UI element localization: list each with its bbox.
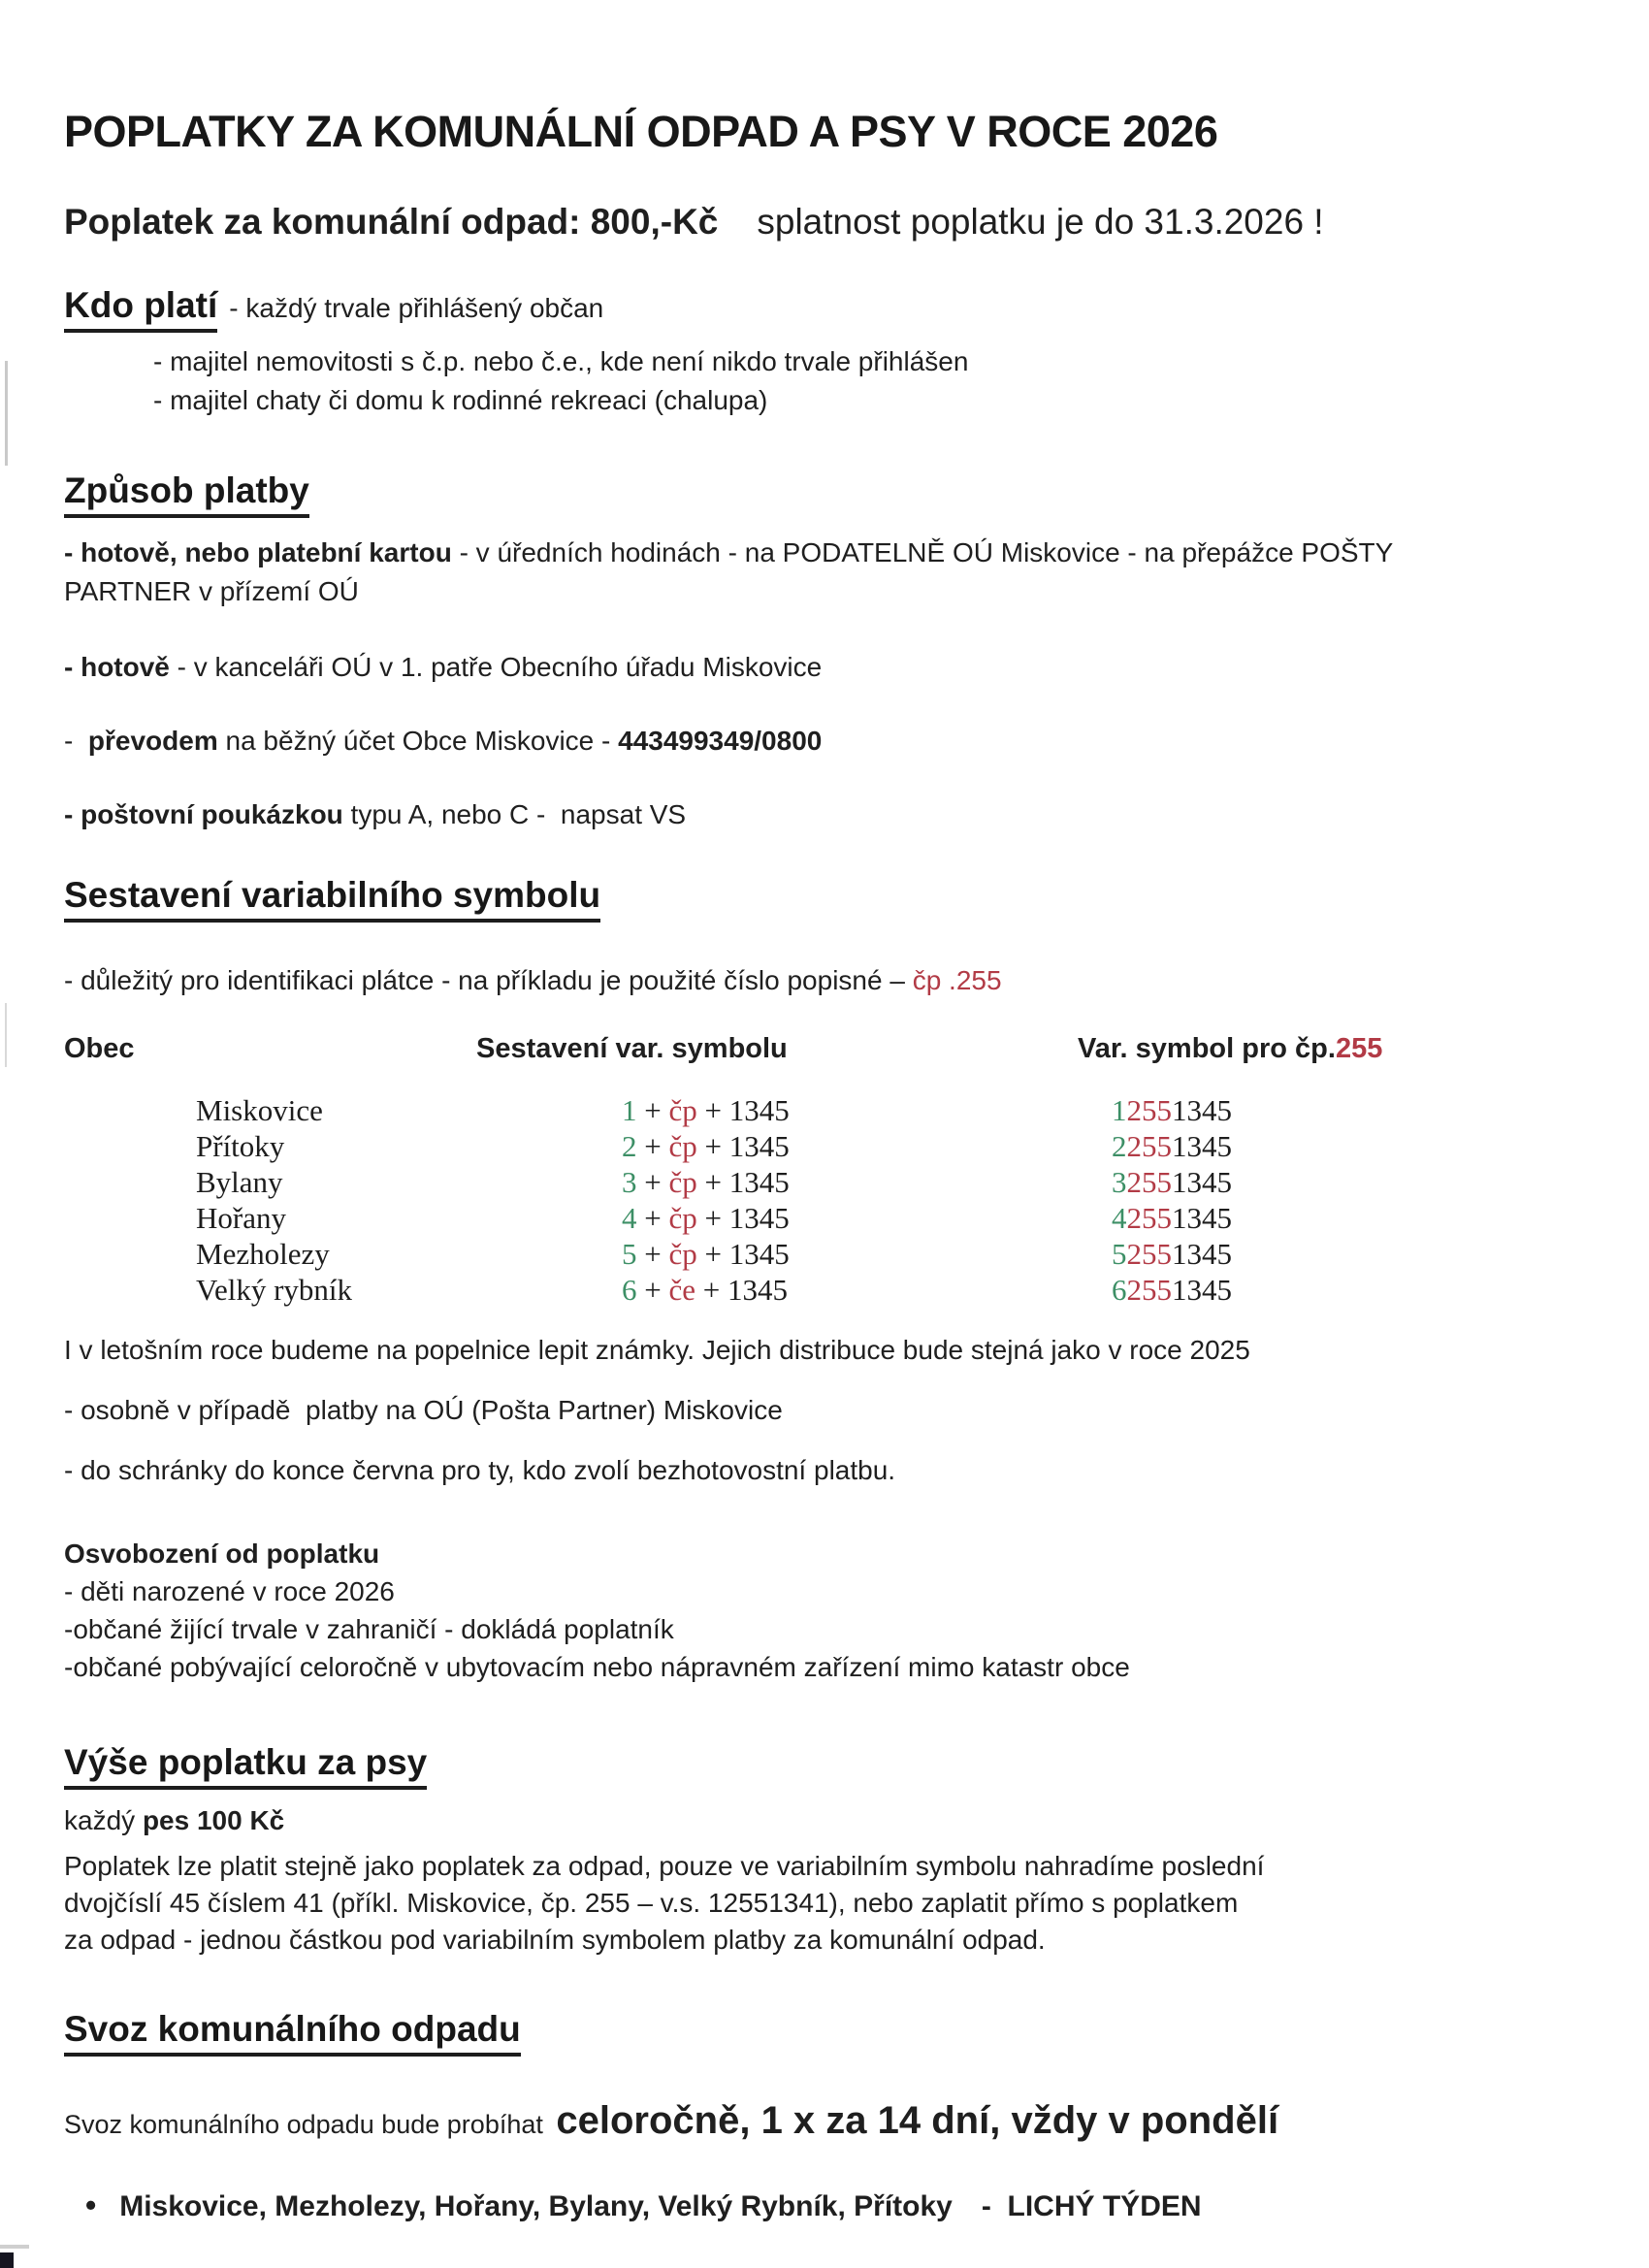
svoz-intro: Svoz komunálního odpadu bude probíhat <box>64 2110 551 2139</box>
symbol-prefix: 6 <box>1112 1273 1127 1307</box>
formula-sep: + <box>696 1093 729 1127</box>
formula-base: 1345 <box>728 1165 790 1199</box>
svoz-week-type: - LICHÝ TÝDEN <box>981 2190 1202 2222</box>
payment-3-rest: na běžný účet Obce Miskovice - <box>217 726 619 756</box>
formula-code: čp <box>668 1237 697 1271</box>
heading-kdo-plati: Kdo platí <box>64 285 217 333</box>
formula-base: 1345 <box>728 1273 788 1307</box>
scan-artifact <box>5 1003 7 1067</box>
row-symbol <box>1112 1200 1232 1236</box>
formula-sep: + <box>695 1273 728 1307</box>
section-znamky <box>64 1335 1494 1486</box>
formula-prefix: 4 <box>622 1201 637 1235</box>
payment-method-card-or-cash <box>64 534 1494 611</box>
scan-artifact <box>0 2245 29 2249</box>
section-svoz <box>64 2009 1494 2223</box>
formula-code: čp <box>668 1129 697 1163</box>
kdo-plati-item-3: - majitel chaty či domu k rodinné rekreaci (chalupa) <box>153 385 768 415</box>
section-zpusob-platby <box>64 470 1494 830</box>
kdo-plati-item-2: - majitel nemovitosti s č.p. nebo č.e., kde není nikdo trvale přihlášen <box>153 346 969 376</box>
symbol-base: 1345 <box>1172 1273 1232 1307</box>
scan-artifact <box>0 2252 14 2268</box>
row-formula <box>622 1128 1112 1164</box>
formula-sep: + <box>636 1093 669 1127</box>
vs-table-rows <box>64 1092 1494 1308</box>
kdo-plati-items <box>64 342 1494 420</box>
payment-1-line2: PARTNER v přízemí OÚ <box>64 576 359 606</box>
vs-col-symbol-number: 255 <box>1335 1033 1383 1064</box>
section-osvobozeni <box>64 1535 1494 1686</box>
svoz-frequency: celoročně, 1 x za 14 dní, vždy v pondělí <box>556 2099 1279 2142</box>
kdo-plati-first-line <box>64 285 1494 333</box>
heading-psy: Výše poplatku za psy <box>64 1742 427 1790</box>
formula-prefix: 3 <box>622 1165 637 1199</box>
heading-sestaveni-vs: Sestavení variabilního symbolu <box>64 875 600 923</box>
heading-osvobozeni: Osvobození od poplatku <box>64 1539 380 1569</box>
symbol-base: 1345 <box>1172 1201 1232 1235</box>
payment-3-dash: - <box>64 726 88 756</box>
table-row <box>64 1272 1494 1308</box>
vs-col-sestaveni: Sestavení var. symbolu <box>476 1033 788 1064</box>
row-obec: Miskovice <box>196 1093 323 1127</box>
formula-prefix: 1 <box>622 1093 637 1127</box>
formula-sep: + <box>636 1237 669 1271</box>
row-formula <box>622 1164 1112 1200</box>
payment-3-lead: převodem <box>87 726 218 756</box>
formula-sep: + <box>636 1273 669 1307</box>
formula-sep: + <box>636 1129 669 1163</box>
formula-code: čp <box>668 1093 697 1127</box>
payment-method-postal-order <box>64 799 1494 830</box>
symbol-prefix: 1 <box>1112 1093 1127 1127</box>
heading-zpusob-platby: Způsob platby <box>64 470 309 518</box>
table-row <box>64 1200 1494 1236</box>
formula-sep: + <box>696 1237 729 1271</box>
vs-table <box>64 1033 1494 1308</box>
osvobozeni-item-3: -občané pobývající celoročně v ubytovacím nebo nápravném zařízení mimo katastr obce <box>64 1652 1130 1682</box>
psy-paragraph-line-3: za odpad - jednou částkou pod variabilním symbolem platby za komunální odpad. <box>64 1925 1046 1955</box>
vs-intro-example: čp .255 <box>912 965 1002 995</box>
row-formula <box>622 1092 1112 1128</box>
payment-2-lead: - hotově <box>64 652 170 682</box>
vs-col-symbol-label: Var. symbol pro čp. <box>1078 1033 1336 1064</box>
symbol-prefix: 3 <box>1112 1165 1127 1199</box>
formula-base: 1345 <box>728 1093 790 1127</box>
symbol-prefix: 5 <box>1112 1237 1127 1271</box>
bullet-icon: • <box>85 2187 97 2222</box>
section-kdo-plati <box>64 285 1494 420</box>
row-symbol <box>1112 1092 1232 1128</box>
znamky-line-1: I v letošním roce budeme na popelnice lepit známky. Jejich distribuce bude stejná jako v roce 2025 <box>64 1335 1250 1365</box>
symbol-mid: 255 <box>1126 1165 1172 1199</box>
formula-sep: + <box>696 1201 729 1235</box>
formula-base: 1345 <box>728 1129 790 1163</box>
row-formula <box>622 1200 1112 1236</box>
psy-fee-line <box>64 1805 1494 1836</box>
osvobozeni-item-2: -občané žijící trvale v zahraničí - dokládá poplatník <box>64 1614 674 1644</box>
section-psy <box>64 1742 1494 1959</box>
formula-code: čp <box>668 1201 697 1235</box>
znamky-line-3: - do schránky do konce června pro ty, kdo zvolí bezhotovostní platbu. <box>64 1455 896 1485</box>
formula-code: če <box>668 1273 696 1307</box>
symbol-mid: 255 <box>1126 1273 1172 1307</box>
psy-paragraph-line-1: Poplatek lze platit stejně jako poplatek za odpad, pouze ve variabilním symbolu nahradíme poslední <box>64 1851 1265 1881</box>
table-row <box>64 1128 1494 1164</box>
symbol-mid: 255 <box>1126 1093 1172 1127</box>
symbol-base: 1345 <box>1172 1165 1232 1199</box>
formula-base: 1345 <box>728 1201 790 1235</box>
payment-4-lead: - poštovní poukázkou <box>64 799 343 829</box>
row-obec: Hořany <box>196 1201 286 1235</box>
vs-intro-text: - důležitý pro identifikaci plátce - na příkladu je použité číslo popisné – <box>64 965 913 995</box>
formula-prefix: 6 <box>622 1273 637 1307</box>
svoz-bullet-line <box>64 2187 1494 2223</box>
row-symbol <box>1112 1164 1232 1200</box>
vs-col-symbol <box>1078 1033 1382 1065</box>
row-obec: Velký rybník <box>196 1273 353 1307</box>
symbol-mid: 255 <box>1126 1201 1172 1235</box>
fee-line <box>64 202 1494 243</box>
formula-prefix: 5 <box>622 1237 637 1271</box>
symbol-base: 1345 <box>1172 1129 1232 1163</box>
bank-account-number: 443499349/0800 <box>618 726 823 756</box>
payment-1-rest: - v úředních hodinách - na PODATELNĚ OÚ Miskovice - na přepážce POŠTY <box>451 537 1394 567</box>
payment-method-cash-office <box>64 652 1494 683</box>
osvobozeni-item-1: - děti narozené v roce 2026 <box>64 1576 395 1606</box>
fee-due-date: splatnost poplatku je do 31.3.2026 ! <box>757 202 1324 242</box>
psy-fee-regular: každý <box>64 1805 143 1835</box>
formula-sep: + <box>636 1201 669 1235</box>
formula-code: čp <box>668 1165 697 1199</box>
psy-paragraph-line-2: dvojčíslí 45 číslem 41 (příkl. Miskovice, čp. 255 – v.s. 12551341), nebo zaplatit přímo s poplatkem <box>64 1888 1239 1918</box>
formula-base: 1345 <box>728 1237 790 1271</box>
svoz-schedule-line <box>64 2099 1494 2143</box>
row-obec: Bylany <box>196 1165 283 1199</box>
table-row <box>64 1236 1494 1272</box>
znamky-line-2: - osobně v případě platby na OÚ (Pošta Partner) Miskovice <box>64 1395 783 1425</box>
payment-method-transfer <box>64 726 1494 757</box>
formula-prefix: 2 <box>622 1129 637 1163</box>
formula-sep: + <box>696 1165 729 1199</box>
symbol-mid: 255 <box>1126 1129 1172 1163</box>
doc-title: POPLATKY ZA KOMUNÁLNÍ ODPAD A PSY V ROCE 2026 <box>64 107 1218 156</box>
payment-2-rest: - v kanceláři OÚ v 1. patře Obecního úřadu Miskovice <box>169 652 823 682</box>
scan-artifact <box>5 361 8 466</box>
section-sestaveni-vs <box>64 875 1494 1308</box>
row-symbol <box>1112 1128 1232 1164</box>
table-row <box>64 1092 1494 1128</box>
formula-sep: + <box>636 1165 669 1199</box>
row-symbol <box>1112 1272 1232 1308</box>
row-formula <box>622 1236 1112 1272</box>
vs-table-header <box>64 1033 1494 1065</box>
symbol-mid: 255 <box>1126 1237 1172 1271</box>
fee-amount: Poplatek za komunální odpad: 800,-Kč <box>64 202 719 242</box>
payment-4-rest: typu A, nebo C - napsat VS <box>342 799 687 829</box>
row-obec: Mezholezy <box>196 1237 330 1271</box>
row-formula <box>622 1272 1112 1308</box>
symbol-base: 1345 <box>1172 1093 1232 1127</box>
payment-1-lead: - hotově, nebo platební kartou <box>64 537 452 567</box>
row-obec: Přítoky <box>196 1129 285 1163</box>
symbol-prefix: 4 <box>1112 1201 1127 1235</box>
psy-paragraph <box>64 1848 1494 1959</box>
symbol-base: 1345 <box>1172 1237 1232 1271</box>
vs-col-obec: Obec <box>64 1033 135 1064</box>
formula-sep: + <box>696 1129 729 1163</box>
row-symbol <box>1112 1236 1232 1272</box>
svoz-villages: Miskovice, Mezholezy, Hořany, Bylany, Velký Rybník, Přítoky <box>119 2190 953 2222</box>
heading-svoz: Svoz komunálního odpadu <box>64 2009 521 2057</box>
vs-intro-line <box>64 965 1494 996</box>
psy-fee-bold: pes 100 Kč <box>142 1805 285 1835</box>
symbol-prefix: 2 <box>1112 1129 1127 1163</box>
table-row <box>64 1164 1494 1200</box>
kdo-plati-item-1: - každý trvale přihlášený občan <box>229 293 604 323</box>
